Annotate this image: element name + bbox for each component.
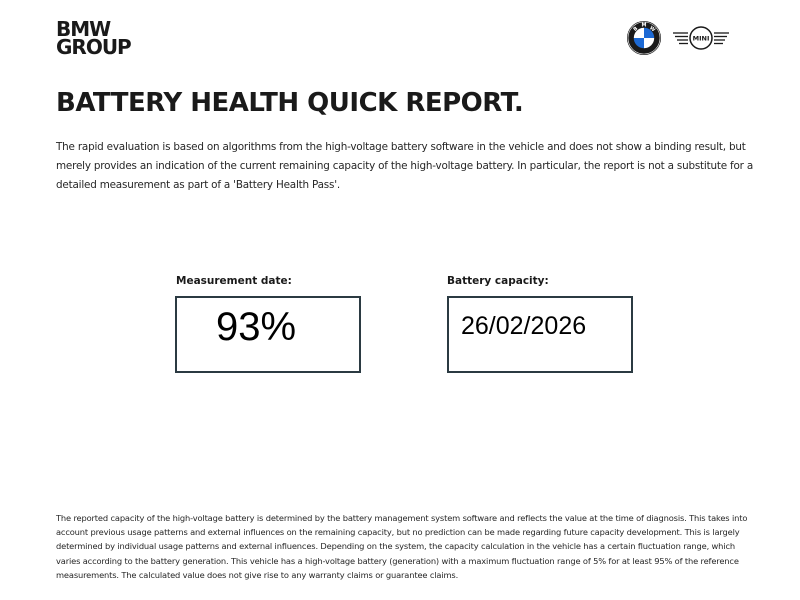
- disclaimer-footnote: The reported capacity of the high-voltage battery is determined by the battery management system software and reflects the value at the time of diagnosis. This takes into account previous usage patterns and external influences on the remaining capacity, but no prediction can be made regarding future capacity development. This is largely determined by individual usage patterns and external influences. Depending on the system, the capacity calculation in the vehicle has a certain fluctuation range, which varies according to the battery generation. This vehicle has a high-voltage battery (generation) with a maximum fluctuation range of 5% for at least 95% of the reference measurements. The calculated value does not give rise to any warranty claims or guarantee claims.: [56, 513, 748, 580]
- battery-capacity-value: 26/02/2026: [461, 312, 587, 340]
- bmw-roundel-logo: [626, 20, 662, 56]
- battery-capacity-box: [447, 296, 633, 373]
- intro-paragraph: The rapid evaluation is based on algorithms from the high-voltage battery software in the vehicle and does not show a binding result, but merely provides an indication of the current remaining capacity of the high-voltage battery. In particular, the report is not a substitute for a detailed measurement as part of a 'Battery Health Pass'.: [56, 141, 754, 191]
- measurement-date-label: Measurement date:: [176, 275, 292, 287]
- bmw-roundel-letter-b: B: [632, 25, 640, 33]
- brand-logos: [626, 20, 730, 56]
- bmw-group-logo-line1: BMW: [56, 17, 111, 41]
- battery-capacity-label: Battery capacity:: [447, 275, 549, 287]
- measurement-date-value: 93%: [216, 305, 297, 349]
- mini-logo-text: MINI: [692, 34, 710, 43]
- bmw-roundel-letter-w: W: [648, 25, 657, 34]
- bmw-group-logo: [56, 17, 131, 59]
- bmw-group-logo-line2: GROUP: [56, 35, 131, 59]
- bmw-roundel-letter-m: M: [641, 22, 647, 29]
- measurement-date-box: [175, 296, 361, 373]
- mini-wings-logo: [672, 26, 730, 50]
- report-title: BATTERY HEALTH QUICK REPORT.: [56, 88, 524, 118]
